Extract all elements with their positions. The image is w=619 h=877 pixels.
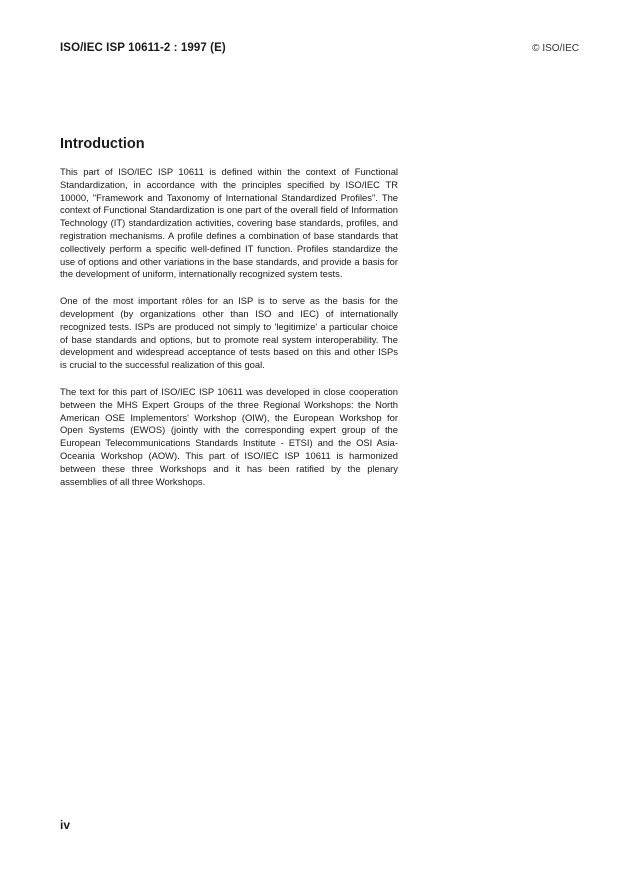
paragraph-development-cooperation: The text for this part of ISO/IEC ISP 10611 was developed in close cooperation between the MHS Expert Groups of the three Regional Workshops: the North American OSE Implementors' Workshop (OIW), the European Workshop for Open Systems (EWOS) (jointly with the corresponding expert group of the European Telecommunications Standards Institute - ETSI) and the OSI Asia-Oceania Workshop (AOW). This part of ISO/IEC ISP 10611 is harmonized between these three Workshops and it has been ratified by the plenary assemblies of all three Workshops. (60, 385, 398, 487)
copyright-notice: © ISO/IEC (532, 43, 579, 54)
document-identifier: ISO/IEC ISP 10611-2 : 1997 (E) (60, 42, 226, 54)
paragraph-isp-roles: One of the most important rôles for an ISP is to serve as the basis for the development (by organizations other than ISO and IEC) of internationally recognized tests. ISPs are produced not simply to 'legitimize' a particular choice of base standards and options, but to promote real system interoperability. The development and widespread acceptance of tests based on this and other ISPs is crucial to the successful realization of this goal. (60, 295, 398, 371)
section-title: Introduction (60, 136, 145, 152)
section-body (60, 166, 398, 502)
paragraph-functional-standardization: This part of ISO/IEC ISP 10611 is defined within the context of Functional Standardization, in accordance with the principles specified by ISO/IEC TR 10000, "Framework and Taxonomy of International Standardized Profiles". The context of Functional Standardization is one part of the overall field of Information Technology (IT) standardization activities, covering base standards, profiles, and registration mechanisms. A profile defines a combination of base standards that collectively perform a specific well-defined IT function. Profiles standardize the use of options and other variations in the base standards, and provide a basis for the development of uniform, internationally recognized system tests. (60, 166, 398, 280)
page-number: iv (60, 818, 71, 832)
